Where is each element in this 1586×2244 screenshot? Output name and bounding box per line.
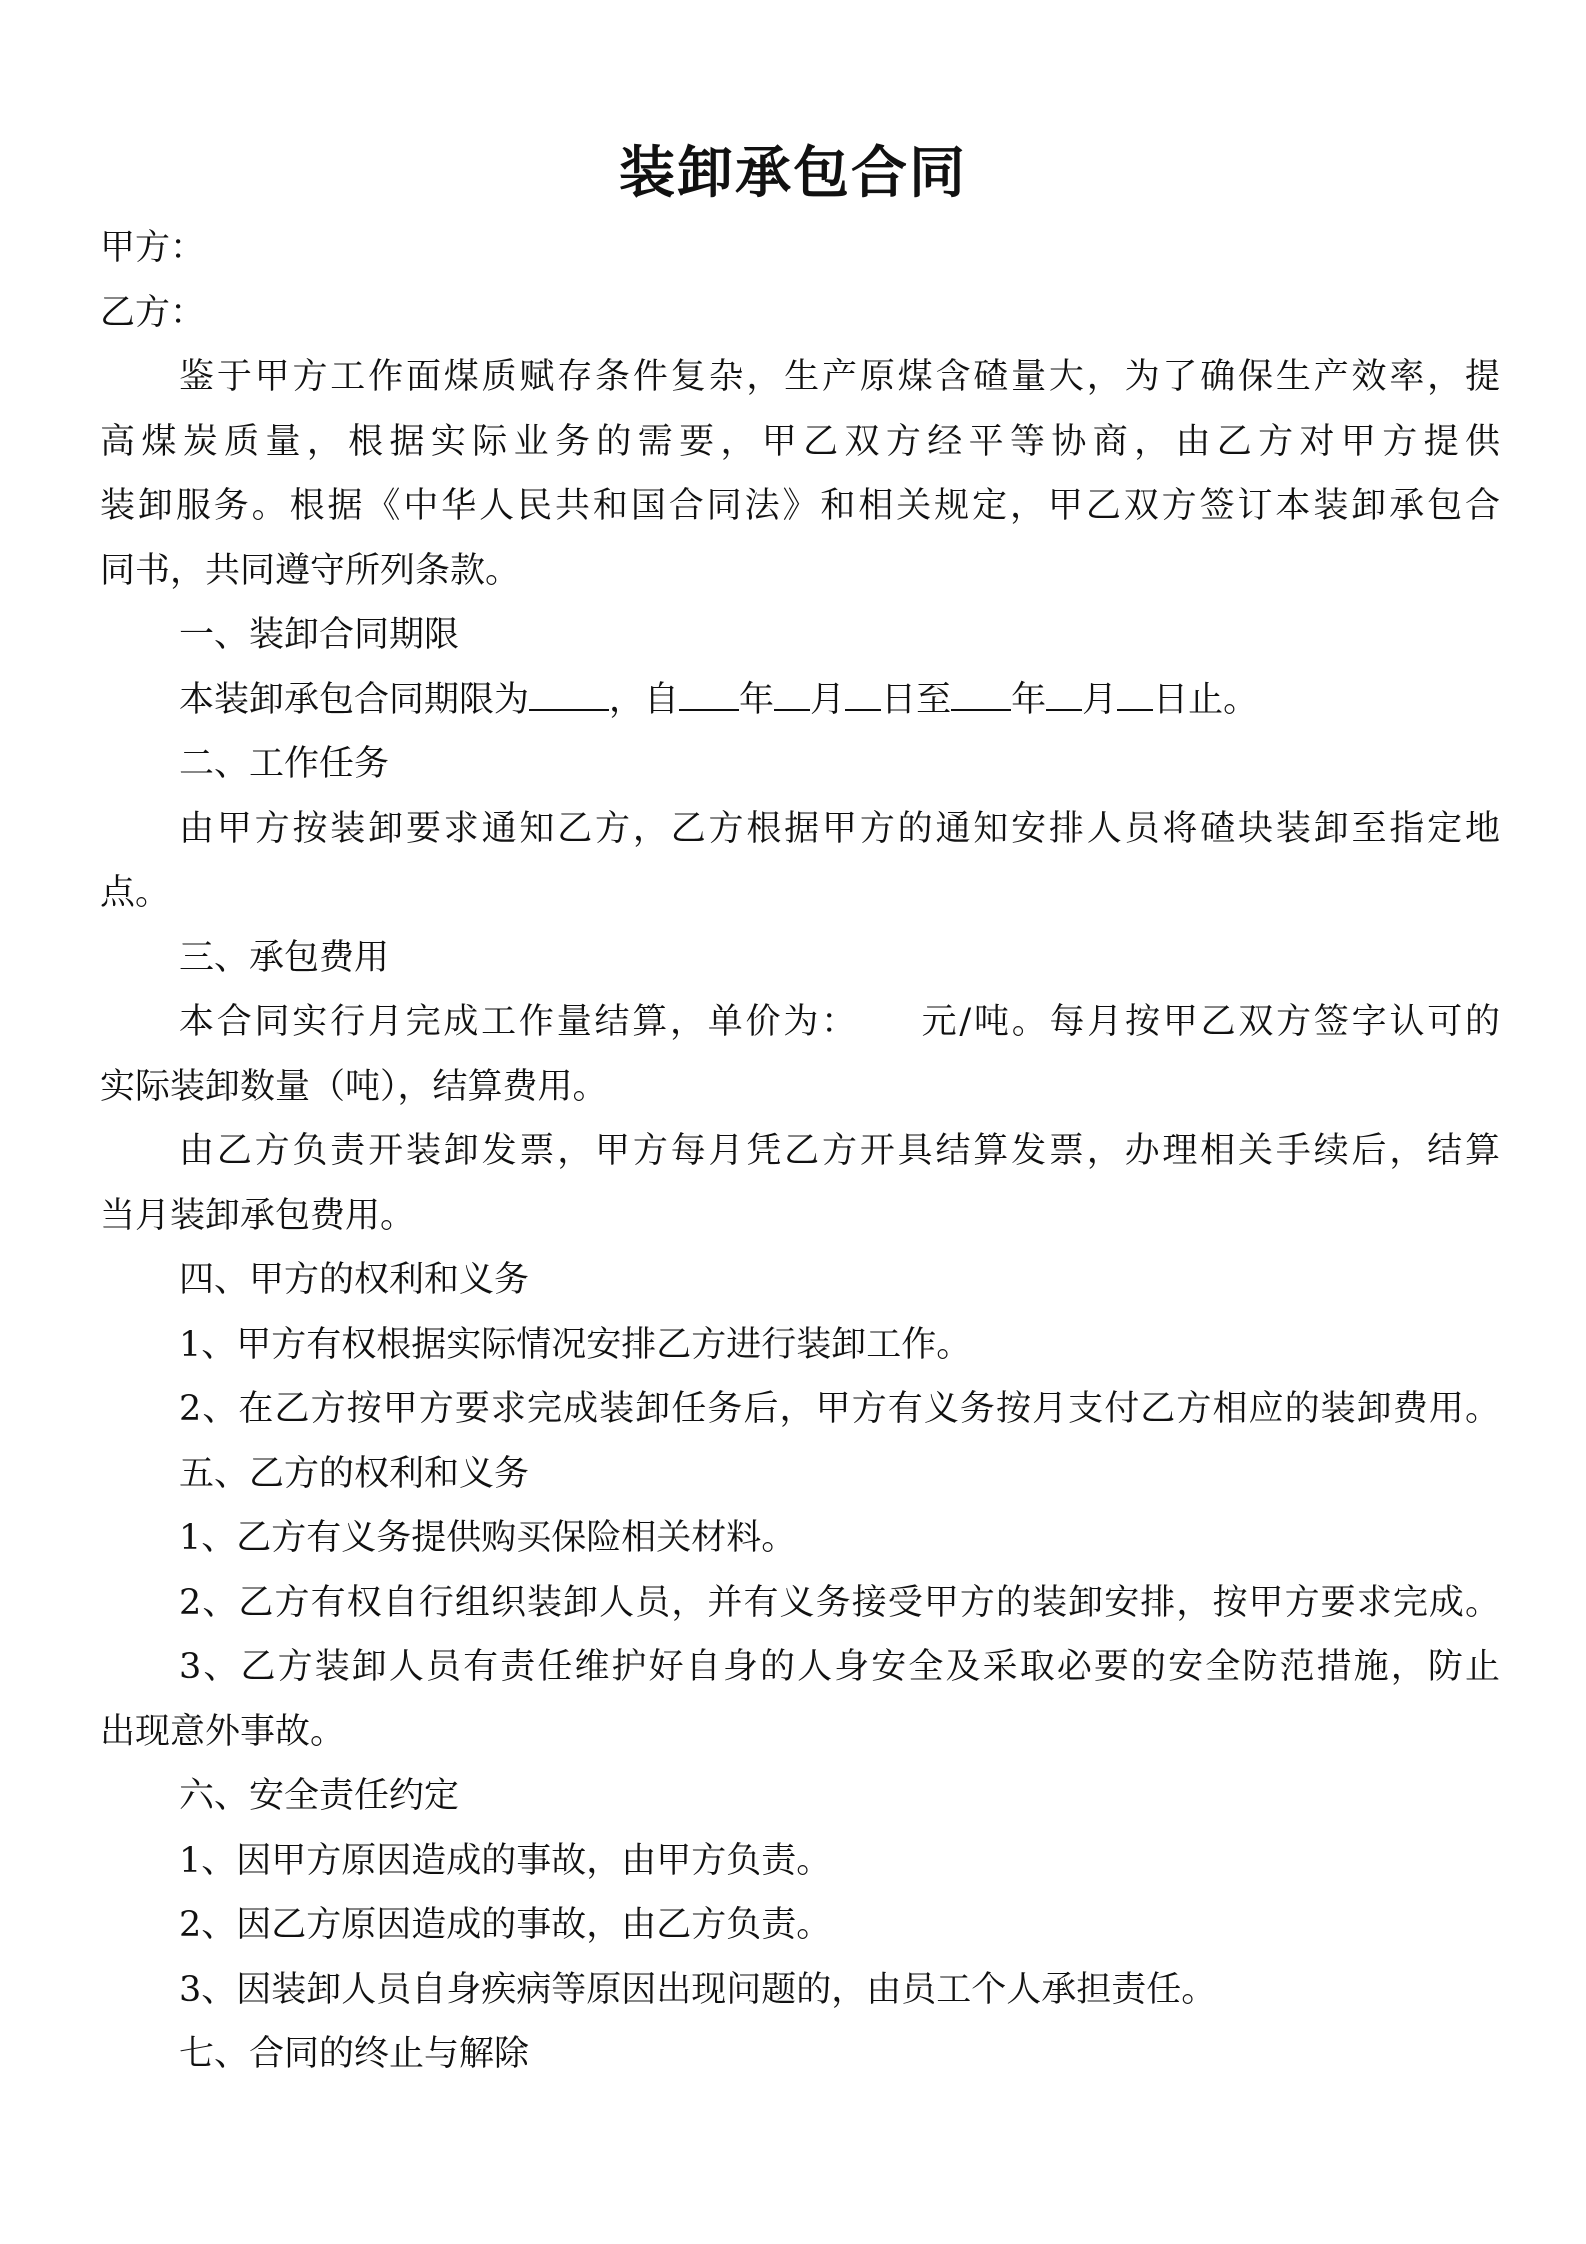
clause-item: 2、因乙方原因造成的事故，由乙方负责。 — [179, 1905, 832, 1945]
contract-term-line — [100, 668, 1500, 733]
term-text: 年 — [1011, 679, 1047, 720]
preamble-line: 鉴于甲方工作面煤质赋存条件复杂，生产原煤含碴量大，为了确保生产效率，提 — [179, 357, 1500, 397]
clause-item: 1、乙方有义务提供购买保险相关材料。 — [179, 1518, 797, 1558]
term-text: 年 — [739, 679, 775, 720]
section-heading: 三、承包费用 — [179, 937, 390, 978]
preamble-line: 装卸服务。根据《中华人民共和国合同法》和相关规定，甲乙双方签订本装卸承包合 — [100, 486, 1500, 526]
term-text: 月 — [1082, 679, 1118, 720]
paragraph-line: 实际装卸数量（吨），结算费用。 — [100, 1066, 608, 1107]
term-text: ，自 — [609, 679, 680, 720]
end-year-blank[interactable] — [951, 681, 1011, 711]
section-heading: 一、装卸合同期限 — [179, 615, 460, 655]
preamble-line: 高煤炭质量，根据实际业务的需要，甲乙双方经平等协商，由乙方对甲方提供 — [100, 421, 1500, 462]
clause-item: 3、乙方装卸人员有责任维护好自身的人身安全及采取必要的安全防范措施，防止 — [179, 1647, 1500, 1687]
paragraph-line: 由乙方负责开装卸发票，甲方每月凭乙方开具结算发票，办理相关手续后，结算 — [179, 1131, 1500, 1171]
term-text: 日止。 — [1153, 679, 1259, 720]
start-year-blank[interactable] — [679, 681, 739, 711]
preamble-line: 同书，共同遵守所列条款。 — [100, 550, 521, 591]
section-heading: 四、甲方的权利和义务 — [179, 1260, 530, 1300]
clause-item: 1、甲方有权根据实际情况安排乙方进行装卸工作。 — [179, 1324, 972, 1365]
paragraph-line: 当月装卸承包费用。 — [100, 1195, 416, 1236]
contract-body — [100, 216, 1500, 2087]
unit-price-line — [100, 990, 1500, 1055]
clause-item: 2、乙方有权自行组织装卸人员，并有义务接受甲方的装卸安排，按甲方要求完成。 — [179, 1582, 1500, 1623]
clause-item: 2、在乙方按甲方要求完成装卸任务后，甲方有义务按月支付乙方相应的装卸费用。 — [179, 1389, 1500, 1429]
term-duration-blank[interactable] — [529, 681, 609, 711]
term-text: 本装卸承包合同期限为 — [179, 679, 530, 720]
start-month-blank[interactable] — [774, 681, 810, 711]
section-heading: 六、安全责任约定 — [179, 1776, 460, 1816]
clause-continuation: 出现意外事故。 — [100, 1711, 346, 1752]
section-heading: 二、工作任务 — [179, 744, 390, 784]
paragraph-line: 由甲方按装卸要求通知乙方，乙方根据甲方的通知安排人员将碴块装卸至指定地 — [179, 808, 1500, 849]
clause-item: 3、因装卸人员自身疾病等原因出现问题的，由员工个人承担责任。 — [179, 1969, 1217, 2010]
term-text: 日至 — [881, 679, 952, 720]
section-heading: 七、合同的终止与解除 — [179, 2034, 530, 2074]
term-text: 月 — [810, 679, 846, 720]
clause-item: 1、因甲方原因造成的事故，由甲方负责。 — [179, 1840, 832, 1881]
paragraph-line: 点。 — [100, 873, 171, 913]
paragraph-text: 元/吨。每月按甲乙双方签字认可的 — [918, 1002, 1500, 1042]
start-day-blank[interactable] — [845, 681, 881, 711]
document-title: 装卸承包合同 — [619, 140, 967, 206]
end-month-blank[interactable] — [1046, 681, 1082, 711]
paragraph-text: 本合同实行月完成工作量结算，单价为： — [179, 1002, 859, 1042]
party-b-label: 乙方： — [100, 292, 206, 333]
party-a-label: 甲方： — [100, 228, 206, 268]
end-day-blank[interactable] — [1117, 681, 1153, 711]
section-heading: 五、乙方的权利和义务 — [179, 1453, 530, 1494]
